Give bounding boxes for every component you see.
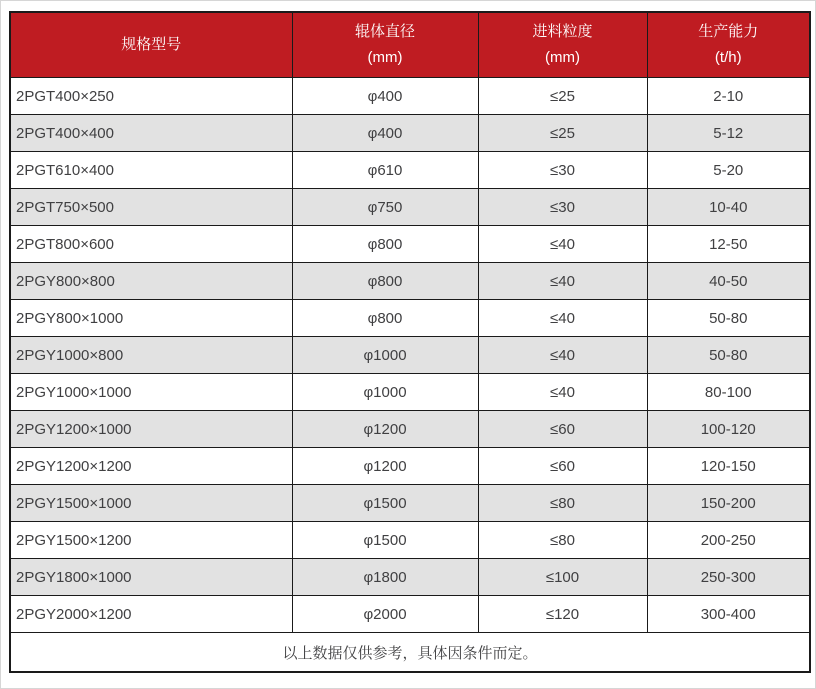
cell-feed-size: ≤30 [478,152,647,189]
table-row [10,78,810,115]
cell-capacity: 50-80 [647,337,810,374]
cell-roller-diameter: φ1500 [292,522,478,559]
table-row [10,596,810,633]
table-row [10,522,810,559]
table-footer [10,633,810,673]
table-row [10,300,810,337]
cell-roller-diameter: φ1200 [292,448,478,485]
cell-model: 2PGT610×400 [10,152,292,189]
table-footnote: 以上数据仅供参考，具体因条件而定。 [10,633,810,673]
cell-model: 2PGY2000×1200 [10,596,292,633]
footnote-row [10,633,810,673]
header-roller-diameter-label: 辊体直径 [354,23,415,40]
cell-feed-size: ≤100 [478,559,647,596]
cell-capacity: 5-20 [647,152,810,189]
header-feed-size-unit: (mm) [545,49,580,66]
cell-model: 2PGY800×1000 [10,300,292,337]
table-row [10,411,810,448]
cell-capacity: 120-150 [647,448,810,485]
table-row [10,559,810,596]
spec-table [9,11,811,673]
header-capacity [647,12,810,78]
cell-roller-diameter: φ800 [292,226,478,263]
table-row [10,485,810,522]
cell-model: 2PGY1800×1000 [10,559,292,596]
cell-model: 2PGT800×600 [10,226,292,263]
header-roller-diameter-unit: (mm) [367,49,403,66]
table-row [10,263,810,300]
cell-roller-diameter: φ800 [292,263,478,300]
cell-capacity: 300-400 [647,596,810,633]
cell-model: 2PGT400×400 [10,115,292,152]
cell-capacity: 10-40 [647,189,810,226]
cell-feed-size: ≤40 [478,263,647,300]
cell-feed-size: ≤40 [478,300,647,337]
cell-capacity: 5-12 [647,115,810,152]
cell-model: 2PGY1200×1200 [10,448,292,485]
cell-feed-size: ≤40 [478,337,647,374]
table-row [10,115,810,152]
cell-roller-diameter: φ1200 [292,411,478,448]
cell-model: 2PGT400×250 [10,78,292,115]
cell-roller-diameter: φ400 [292,78,478,115]
cell-capacity: 100-120 [647,411,810,448]
cell-feed-size: ≤60 [478,411,647,448]
cell-capacity: 12-50 [647,226,810,263]
table-header [10,12,810,78]
cell-capacity: 2-10 [647,78,810,115]
cell-feed-size: ≤80 [478,485,647,522]
cell-roller-diameter: φ1500 [292,485,478,522]
cell-feed-size: ≤80 [478,522,647,559]
cell-capacity: 250-300 [647,559,810,596]
cell-roller-diameter: φ1000 [292,374,478,411]
cell-feed-size: ≤40 [478,226,647,263]
table-row [10,374,810,411]
header-capacity-label: 生产能力 [698,23,759,40]
cell-capacity: 80-100 [647,374,810,411]
header-model [10,12,292,78]
cell-capacity: 50-80 [647,300,810,337]
table-row [10,152,810,189]
table-row [10,448,810,485]
header-row [10,12,810,78]
cell-feed-size: ≤120 [478,596,647,633]
header-feed-size-label: 进料粒度 [532,23,593,40]
cell-roller-diameter: φ800 [292,300,478,337]
header-model-label: 规格型号 [121,36,182,53]
cell-roller-diameter: φ400 [292,115,478,152]
cell-model: 2PGY1500×1000 [10,485,292,522]
cell-feed-size: ≤25 [478,78,647,115]
cell-roller-diameter: φ1000 [292,337,478,374]
table-body [10,78,810,633]
cell-capacity: 200-250 [647,522,810,559]
header-capacity-unit: (t/h) [714,49,742,66]
cell-feed-size: ≤25 [478,115,647,152]
cell-feed-size: ≤40 [478,374,647,411]
cell-roller-diameter: φ1800 [292,559,478,596]
cell-feed-size: ≤60 [478,448,647,485]
cell-feed-size: ≤30 [478,189,647,226]
cell-roller-diameter: φ610 [292,152,478,189]
cell-capacity: 40-50 [647,263,810,300]
header-roller-diameter [292,12,478,78]
table-row [10,337,810,374]
cell-model: 2PGT750×500 [10,189,292,226]
cell-model: 2PGY1200×1000 [10,411,292,448]
cell-model: 2PGY1000×1000 [10,374,292,411]
cell-capacity: 150-200 [647,485,810,522]
header-feed-size [478,12,647,78]
cell-roller-diameter: φ2000 [292,596,478,633]
table-row [10,189,810,226]
cell-model: 2PGY1500×1200 [10,522,292,559]
cell-model: 2PGY800×800 [10,263,292,300]
cell-model: 2PGY1000×800 [10,337,292,374]
cell-roller-diameter: φ750 [292,189,478,226]
table-row [10,226,810,263]
